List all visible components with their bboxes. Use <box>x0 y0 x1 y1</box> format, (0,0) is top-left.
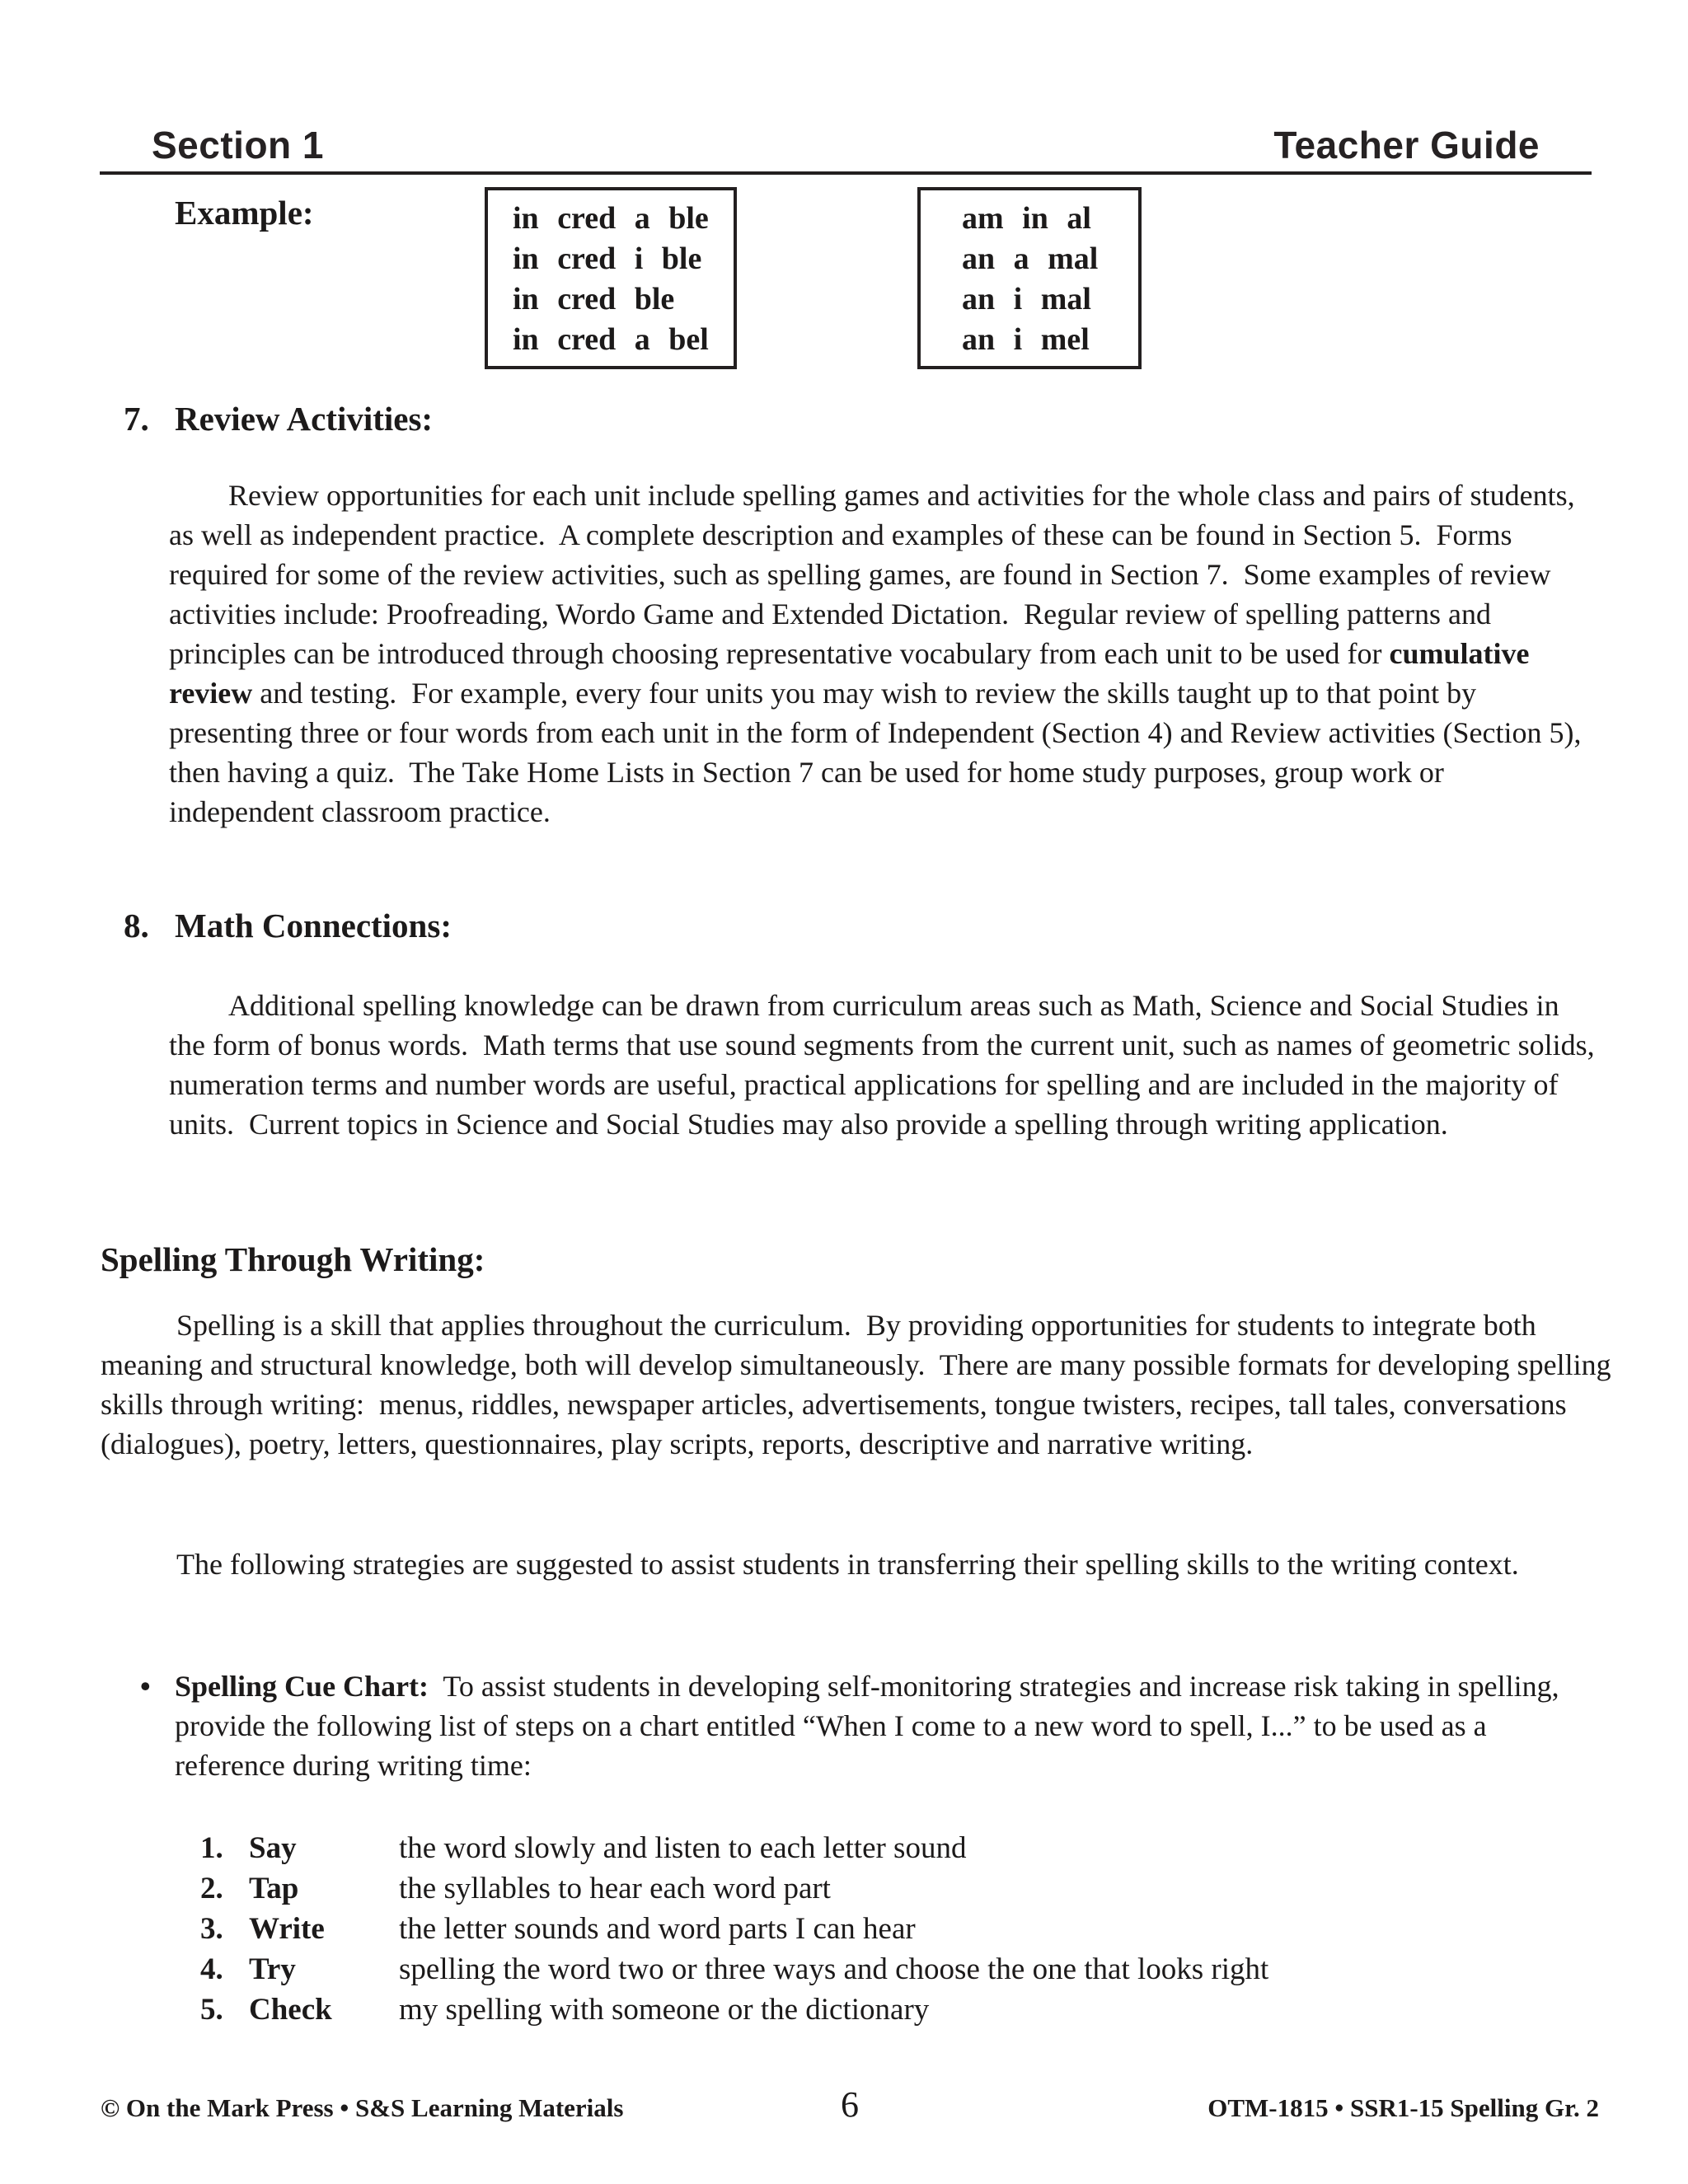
heading-title: Math Connections: <box>175 907 452 944</box>
bullet-text: To assist students in developing self-monitoring strategies and increase risk taking in spelling, provide the following list of steps on a chart entitled “When I come to a new word to spell, I...” to be used as a reference during writing time: <box>175 1670 1567 1782</box>
footer-product-code: OTM-1815 • SSR1-15 Spelling Gr. 2 <box>1207 2093 1599 2122</box>
syllable-box-animal <box>917 187 1142 369</box>
syllable-line: in cred i ble <box>513 241 702 276</box>
step-text: the word slowly and listen to each letter sound <box>399 1831 967 1865</box>
syllable-box-incredible <box>485 187 737 369</box>
step-word: Try <box>249 1952 296 1986</box>
page-footer <box>101 2083 1599 2125</box>
step-number: 5. <box>200 1993 223 2027</box>
step-number: 4. <box>200 1952 223 1986</box>
bold-cumulative-review: cumulative review <box>169 637 1537 710</box>
syllable-line: in cred a bel <box>513 322 709 357</box>
bullet-body <box>175 1666 1591 1785</box>
bullet-lead: Spelling Cue Chart: <box>175 1670 429 1703</box>
step-word: Write <box>249 1912 325 1946</box>
syllable-line: an i mel <box>962 322 1090 357</box>
footer-page-number: 6 <box>841 2084 859 2125</box>
step-word: Say <box>249 1831 297 1865</box>
step-text: the syllables to hear each word part <box>399 1872 831 1905</box>
heading-spelling-through-writing: Spelling Through Writing: <box>101 1240 485 1278</box>
step-number: 1. <box>200 1831 223 1865</box>
footer-copyright: © On the Mark Press • S&S Learning Materials <box>101 2093 624 2122</box>
header-section-label: Section 1 <box>152 124 325 166</box>
bullet-glyph: • <box>140 1670 151 1703</box>
step-word: Check <box>249 1993 332 2027</box>
heading-number: 8. <box>124 907 149 944</box>
heading-title: Review Activities: <box>175 400 434 438</box>
paragraph-text: and testing. For example, every four units you may wish to review the skills taught up to that point by presenting three or four words from each unit in the form of Independent (Section 4) and Review activities (Section 5), then having a quiz. The Take Home Lists in Section 7 can be used for home study purposes, group work or independent classroom practice. <box>169 677 1589 828</box>
step-number: 3. <box>200 1912 223 1946</box>
paragraph-math-connections: Additional spelling knowledge can be drawn from curriculum areas such as Math, Science and Social Studies in the form of bonus words. Math terms that use sound segments from the current unit, such as names of geometric solids, numeration terms and number words are useful, practical applications for spelling and are included in the majority of units. Current topics in Science and Social Studies may also provide a spelling through writing application. <box>169 989 1602 1141</box>
syllable-line: an a mal <box>962 241 1099 276</box>
step-word: Tap <box>249 1872 299 1905</box>
syllable-line: am in al <box>962 201 1091 236</box>
page-header <box>100 126 1592 175</box>
syllable-line: in cred a ble <box>513 201 709 236</box>
step-text: the letter sounds and word parts I can hear <box>399 1912 916 1946</box>
paragraph-spelling-through-writing-1: Spelling is a skill that applies throughout the curriculum. By providing opportunities for students to integrate both meaning and structural knowledge, both will develop simultaneously. There are many possible formats for developing spelling skills through writing: menus, riddles, newspaper articles, advertisements, tongue twisters, recipes, tall tales, conversations (dialogues), poetry, letters, questionnaires, play scripts, reports, descriptive and narrative writing. <box>101 1309 1619 1460</box>
header-guide-label: Teacher Guide <box>1273 124 1540 166</box>
syllable-line: an i mal <box>962 282 1091 316</box>
paragraph-spelling-through-writing-2: The following strategies are suggested to assist students in transferring their spelling skills to the writing context. <box>176 1548 1519 1581</box>
syllable-line: in cred ble <box>513 282 675 316</box>
example-label: Example: <box>175 194 314 232</box>
step-number: 2. <box>200 1872 223 1905</box>
paragraph-text: Review opportunities for each unit include spelling games and activities for the whole class and pairs of students, as well as independent practice. A complete description and examples of these can be found in Section 5. Forms required for some of the review activities, such as spelling games, are found in Section 7. Some examples of review activities include: Proofreading, Wordo Game and Extended Dictation. Regular review of spelling patterns and principles can be introduced through choosing representative vocabulary from each unit to be used for <box>169 479 1582 670</box>
step-text: spelling the word two or three ways and choose the one that looks right <box>399 1952 1269 1986</box>
heading-review-activities <box>124 401 433 438</box>
bullet-spelling-cue-chart <box>140 1666 1591 1785</box>
paragraph-review-activities <box>169 476 1595 832</box>
spelling-cue-steps-list <box>200 1828 1268 2030</box>
heading-number: 7. <box>124 400 149 438</box>
heading-math-connections <box>124 907 452 944</box>
step-text: my spelling with someone or the dictionary <box>399 1993 930 2027</box>
